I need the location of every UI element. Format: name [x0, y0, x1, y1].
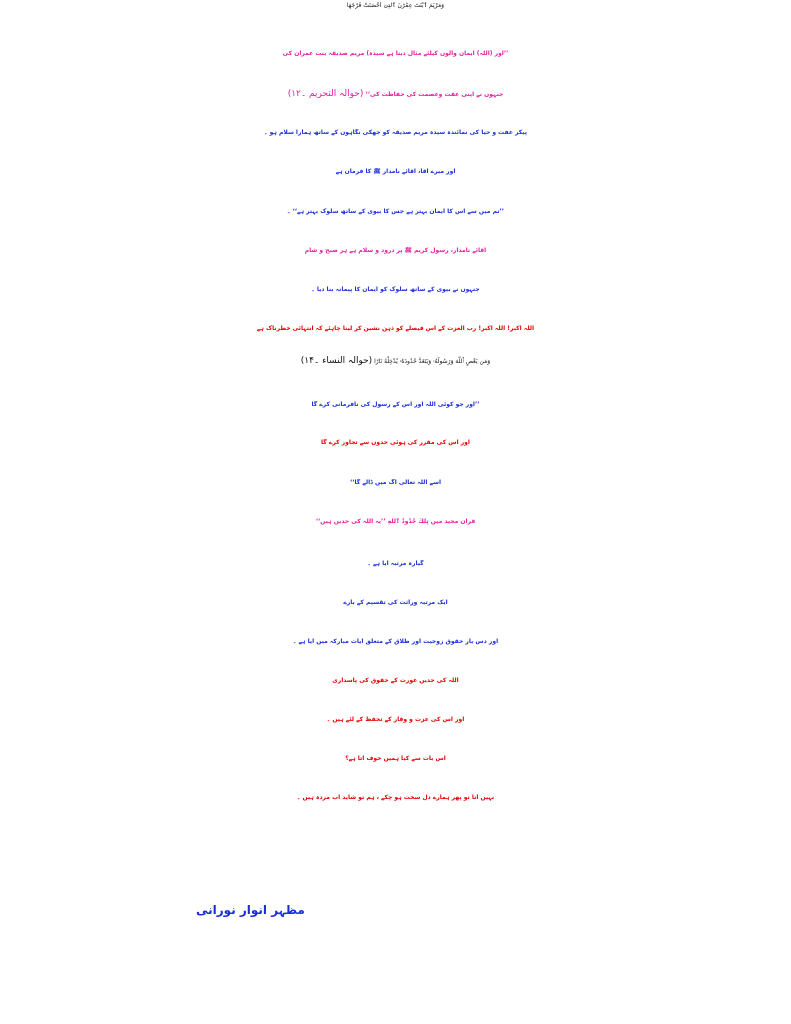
line-quote-1: ’’اور (اللہ) ایمان والوں کیلئے مثال دیتا ہے سیدہ) مریم صدیقہ بنت عمران کی — [282, 50, 509, 57]
line-question: اس بات سے کیا ہمیں خوف آتا ہے؟ — [345, 755, 446, 762]
line-conclusion: نہیں آتا تو پھر ہمارے دل سخت ہو چکے ، ہم تو شاید اب مردہ ہیں ۔ — [296, 794, 495, 801]
line-translation-1: ’’اور جو کوئی اللہ اور اس کے رسول کی نافرمانی کرے گا — [311, 401, 480, 408]
line-quote-2: جنہوں نے اپنی عفت وعصمت کی حفاظت کی‘‘ (حوالہ التحریم ۔۱۲) — [287, 89, 504, 99]
line-honor: اور اس کی عزت و وقار کے تحفظ کے لئے ہیں ۔ — [326, 716, 465, 723]
line-eleven-times: گیارہ مرتبہ آیا ہے ۔ — [367, 560, 424, 567]
line-marital-rights: اور دس بار حقوق زوجیت اور طلاق کے متعلق آیات مبارکہ میں آیا ہے ۔ — [292, 638, 499, 645]
line-prophet-saying: اور میرے آقا، آقائے نامدار ﷺ کا فرمان ہے — [335, 168, 456, 175]
line-durood: آقائے نامدار، رسول کریم ﷺ پر درود و سلام ہے ہر صبح و شام — [304, 247, 487, 254]
line-inheritance: ایک مرتبہ وراثت کی تقسیم کے بارے — [343, 599, 448, 606]
line-measure-of-faith: جنہوں نے بیوی کے ساتھ سلوک کو ایمان کا پیمانہ بنا دیا ۔ — [311, 286, 480, 293]
reference-nisa: (حوالہ النساء ۔۱۴) — [300, 356, 373, 366]
line-hadith: ’’تم میں سے اس کا ایمان بہتر ہے جس کا بیوی کے ساتھ سلوک بہتر ہے‘‘ ۔ — [286, 208, 505, 215]
line-salutation: پیکر عفت و حیا کی نمائندہ سیدہ مریم صدیقہ کو جھکی نگاہوں کے ساتھ ہمارا سلام ہو ۔ — [264, 129, 527, 136]
line-arabic-verse-2: وَمَن يَعْصِ ٱللَّهَ وَرَسُولَهُۥ وَيَتَعَدَّ حُدُودَهُۥ يُدْخِلْهُ نَارًا (حوالہ النساء ۔۱۴) — [300, 356, 491, 366]
line-translation-2: اور اس کی مقرر کی ہوئی حدوں سے تجاوز کرے گا — [321, 439, 470, 446]
line-arabic-verse-1: وَمَرْيَمَ ٱبْنَتَ عِمْرَٰنَ ٱلَّتِىٓ أَحْصَنَتْ فَرْجَهَا — [346, 2, 445, 9]
line-womens-rights: اللہ کی حدیں عورت کے حقوق کی پاسداری — [332, 677, 459, 684]
reference-tahrim: (حوالہ التحریم ۔۱۲) — [287, 89, 364, 99]
line-translation-3: اسے اللہ تعالٰی آگ میں ڈالے گا‘‘ — [349, 479, 442, 486]
line-warning: اللہ اکبر! اللہ اکبر! رب العزت کے اس فیصلے کو ذہن نشین کر لینا چاہئے کہ انتہائی خطرناک ہے — [256, 325, 535, 332]
line-hudood-allah: قرآن مجید میں تِلْكَ حُدُودُ ٱللَّهِ ’’یہ اللہ کی حدیں ہیں‘‘ — [315, 518, 476, 525]
author-signature: مظہر انوار نورانی — [196, 903, 305, 917]
